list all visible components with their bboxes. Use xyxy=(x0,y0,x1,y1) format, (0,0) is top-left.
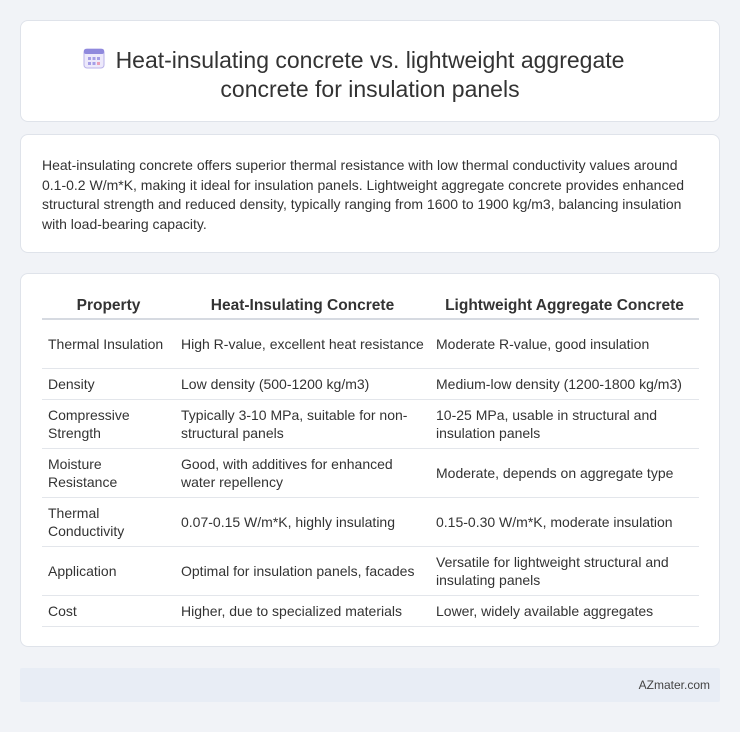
cell-property: Application xyxy=(42,547,175,596)
table-row xyxy=(42,547,699,596)
cell-lightweight-aggregate: Lower, widely available aggregates xyxy=(430,596,699,627)
cell-heat-insulating: Typically 3-10 MPa, suitable for non-structural panels xyxy=(175,400,430,449)
comparison-table-card xyxy=(20,273,720,647)
comparison-table xyxy=(42,293,699,627)
cell-lightweight-aggregate: 10-25 MPa, usable in structural and insulation panels xyxy=(430,400,699,449)
header-property: Property xyxy=(42,293,175,320)
cell-heat-insulating: Higher, due to specialized materials xyxy=(175,596,430,627)
table-row xyxy=(42,449,699,498)
cell-heat-insulating: Optimal for insulation panels, facades xyxy=(175,547,430,596)
header-heat-insulating: Heat-Insulating Concrete xyxy=(175,293,430,320)
page-title xyxy=(21,46,719,104)
cell-property: Cost xyxy=(42,596,175,627)
table-row xyxy=(42,369,699,400)
table-row xyxy=(42,596,699,627)
table-header-row xyxy=(42,293,699,320)
cell-lightweight-aggregate: Medium-low density (1200-1800 kg/m3) xyxy=(430,369,699,400)
cell-lightweight-aggregate: Moderate, depends on aggregate type xyxy=(430,449,699,498)
cell-lightweight-aggregate: 0.15-0.30 W/m*K, moderate insulation xyxy=(430,498,699,547)
page-title-line-1: Heat-insulating concrete vs. lightweight aggregate xyxy=(115,47,625,73)
table-row xyxy=(42,400,699,449)
table-row xyxy=(42,320,699,369)
summary-card xyxy=(20,134,720,253)
footer-brand-link[interactable]: AZmater.com xyxy=(638,678,710,692)
footer-bar xyxy=(20,668,720,702)
page-title-line-2: concrete for insulation panels xyxy=(220,76,520,102)
cell-heat-insulating: Good, with additives for enhanced water repellency xyxy=(175,449,430,498)
cell-lightweight-aggregate: Moderate R-value, good insulation xyxy=(430,320,699,369)
cell-heat-insulating: 0.07-0.15 W/m*K, highly insulating xyxy=(175,498,430,547)
cell-property: Thermal Insulation xyxy=(42,320,175,369)
cell-heat-insulating: Low density (500-1200 kg/m3) xyxy=(175,369,430,400)
cell-property: Compressive Strength xyxy=(42,400,175,449)
title-card xyxy=(20,20,720,122)
cell-property: Thermal Conductivity xyxy=(42,498,175,547)
cell-heat-insulating: High R-value, excellent heat resistance xyxy=(175,320,430,369)
cell-property: Density xyxy=(42,369,175,400)
summary-text: Heat-insulating concrete offers superior thermal resistance with low thermal conductivity values around 0.1-0.2 W/m*K, making it ideal for insulation panels. Lightweight aggregate concrete provides enhanced structural strength and reduced density, typically ranging from 1600 to 1900 kg/m3, balancing insulation with load-bearing capacity. xyxy=(42,157,685,232)
cell-property: Moisture Resistance xyxy=(42,449,175,498)
header-lightweight-aggregate: Lightweight Aggregate Concrete xyxy=(430,293,699,320)
cell-lightweight-aggregate: Versatile for lightweight structural and insulating panels xyxy=(430,547,699,596)
table-row xyxy=(42,498,699,547)
